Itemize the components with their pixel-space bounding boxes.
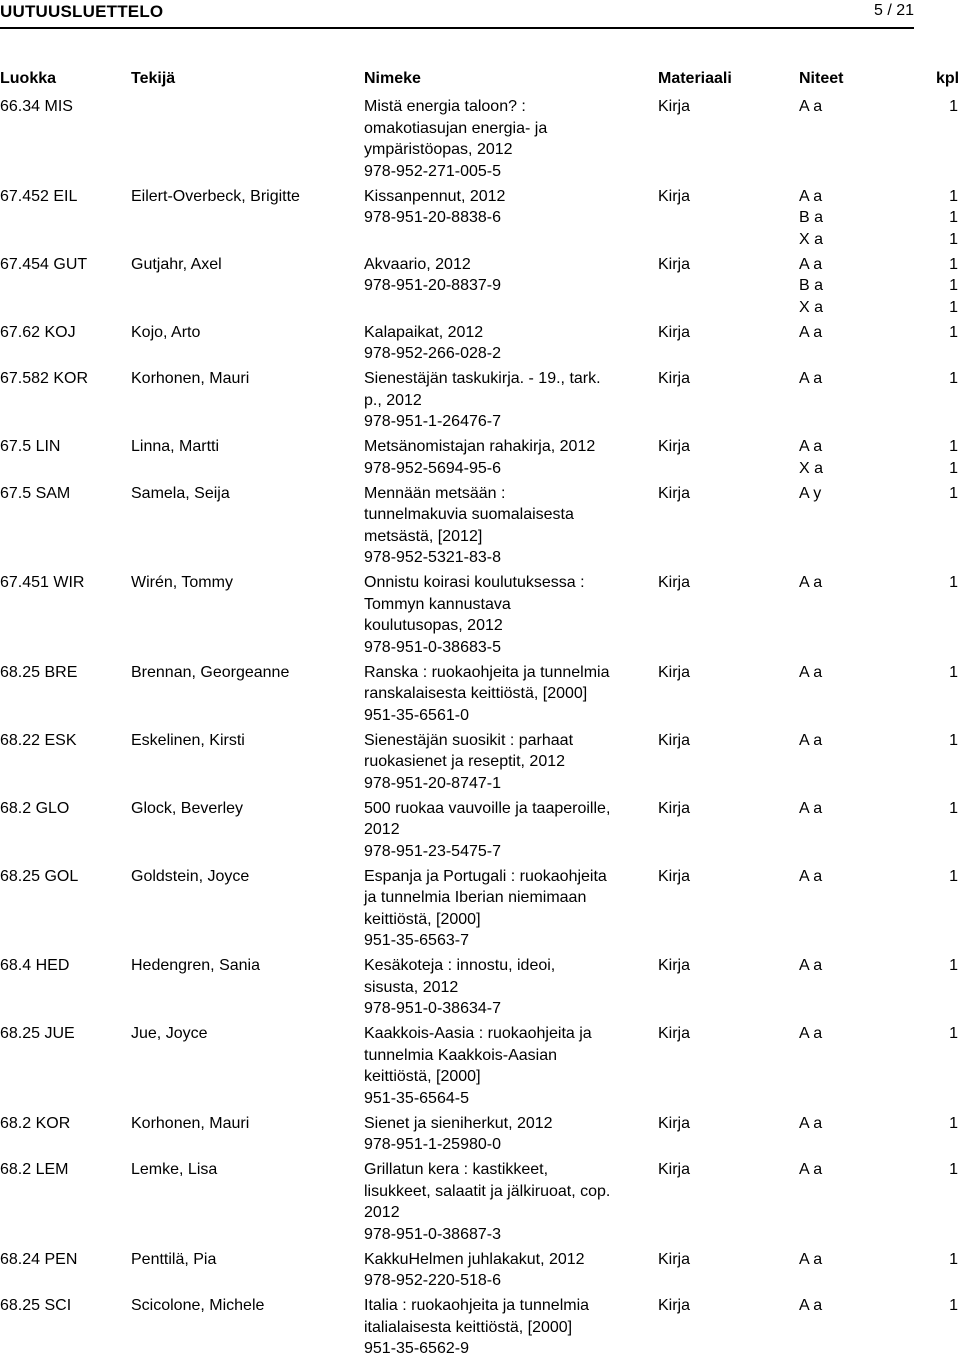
copies-code-line: B a: [799, 209, 824, 226]
copies-code: [799, 1159, 822, 1181]
copies-code: [799, 1249, 822, 1271]
classification-code: 68.25 GOL: [0, 867, 79, 885]
table-row: [0, 1295, 960, 1363]
column-header-nimeke: Nimeke: [364, 70, 421, 87]
title: [364, 730, 649, 795]
copies-code-line: A a: [799, 663, 823, 681]
classification-code: 67.5 SAM: [0, 484, 71, 502]
copies-code: [799, 322, 822, 344]
copies-count-line: 1: [949, 230, 958, 248]
copies-count-line: 1: [949, 98, 958, 115]
material-type: Kirja: [658, 1025, 691, 1042]
title-line: 978-951-23-5475-7: [364, 842, 501, 860]
title-line: 978-952-5321-83-8: [364, 549, 501, 566]
title: [364, 1295, 649, 1360]
copies-code-line: A a: [799, 1161, 823, 1178]
title-line: 978-952-220-518-6: [364, 1272, 501, 1289]
title-line: Kesäkoteja : innostu, ideoi,: [364, 957, 556, 974]
material-type: Kirja: [658, 799, 691, 817]
author: Hedengren, Sania: [131, 957, 260, 974]
table-row: [0, 572, 960, 662]
title-line: 978-951-20-8747-1: [364, 774, 501, 792]
title-line: 951-35-6563-7: [364, 932, 469, 949]
copies-code-line: A a: [799, 323, 823, 341]
copies-count-line: 1: [949, 799, 958, 817]
copies-code: [799, 798, 822, 820]
copies-code-line: X a: [799, 459, 824, 477]
copies-count-line: 1: [949, 574, 958, 591]
classification-code: 67.5 LIN: [0, 438, 61, 455]
column-header-materiaali: Materiaali: [658, 70, 732, 87]
copies-code: [799, 254, 823, 319]
copies-count-line: 1: [949, 957, 958, 974]
title-line: Tommyn kannustava: [364, 595, 511, 613]
copies-code-line: A a: [799, 574, 823, 591]
author: Brennan, Georgeanne: [131, 663, 290, 681]
classification-code: 67.454 GUT: [0, 255, 88, 273]
material-type: Kirja: [658, 1250, 691, 1268]
title-line: 2012: [364, 821, 400, 838]
copies-code: [799, 730, 822, 752]
title-line: ranskalaisesta keittiöstä, [2000]: [364, 685, 588, 702]
material-type: Kirja: [658, 731, 691, 749]
title-line: tunnelmia Kaakkois-Aasian: [364, 1046, 557, 1064]
table-row: [0, 955, 960, 1023]
copies-code-line: A a: [799, 255, 823, 273]
title-line: Kaakkois-Aasia : ruokaohjeita ja: [364, 1025, 592, 1042]
copies-count-line: 1: [949, 187, 958, 205]
copies-count-line: 1: [949, 867, 958, 885]
copies-count: [940, 955, 958, 977]
material-type: Kirja: [658, 1114, 691, 1132]
table-row: [0, 1249, 960, 1296]
title-line: 978-951-20-8837-9: [364, 277, 501, 294]
classification-code: 68.2 LEM: [0, 1161, 69, 1178]
table-row: [0, 254, 960, 322]
copies-count: [940, 1113, 958, 1135]
copies-count: [940, 1159, 958, 1181]
material-type: Kirja: [658, 574, 691, 591]
column-headers: [0, 70, 960, 90]
title: [364, 96, 649, 182]
title-line: 978-951-1-26476-7: [364, 413, 501, 430]
classification-code: 68.25 BRE: [0, 663, 78, 681]
author: Eilert-Overbeck, Brigitte: [131, 187, 300, 205]
title: [364, 186, 649, 229]
copies-code: [799, 96, 822, 118]
title-line: 951-35-6561-0: [364, 706, 469, 724]
title-line: Sienet ja sieniherkut, 2012: [364, 1114, 553, 1132]
classification-code: 67.452 EIL: [0, 187, 78, 205]
material-type: Kirja: [658, 187, 691, 205]
title-line: Italia : ruokaohjeita ja tunnelmia: [364, 1297, 590, 1314]
copies-code: [799, 1113, 822, 1135]
title-line: koulutusopas, 2012: [364, 617, 503, 634]
copies-code: [799, 436, 823, 479]
title-line: p., 2012: [364, 391, 422, 409]
title: [364, 1249, 649, 1292]
copies-count-line: 1: [949, 277, 958, 294]
title-line: Akvaario, 2012: [364, 255, 471, 273]
copies-code-line: A a: [799, 370, 823, 387]
copies-count: [940, 866, 958, 888]
title: [364, 1113, 649, 1156]
author: Wirén, Tommy: [131, 574, 233, 591]
author: Eskelinen, Kirsti: [131, 731, 245, 749]
title-line: 2012: [364, 1204, 400, 1221]
classification-code: 68.25 SCI: [0, 1297, 72, 1314]
copies-count: [940, 1295, 958, 1317]
material-type: Kirja: [658, 438, 691, 455]
copies-code: [799, 662, 822, 684]
title-line: Onnistu koirasi koulutuksessa :: [364, 574, 585, 591]
copies-count: [940, 254, 958, 319]
copies-code-line: A a: [799, 867, 823, 885]
copies-code-line: X a: [799, 230, 824, 248]
table-row: [0, 866, 960, 956]
copies-count-line: 1: [949, 370, 958, 387]
copies-code-line: A a: [799, 731, 823, 749]
copies-code-line: A a: [799, 957, 823, 974]
classification-code: 68.4 HED: [0, 957, 70, 974]
table-row: [0, 96, 960, 186]
title-line: ympäristöopas, 2012: [364, 141, 513, 158]
title-line: 978-952-271-005-5: [364, 162, 501, 180]
copies-code: [799, 955, 822, 977]
author: Penttilä, Pia: [131, 1250, 217, 1268]
copies-count: [940, 798, 958, 820]
title-line: metsästä, [2012]: [364, 527, 483, 545]
copies-count-line: 1: [949, 663, 958, 681]
copies-count-line: 1: [949, 1025, 958, 1042]
title: [364, 1023, 649, 1109]
title-line: keittiöstä, [2000]: [364, 910, 481, 928]
title-line: Metsänomistajan rahakirja, 2012: [364, 438, 596, 455]
copies-code-line: X a: [799, 298, 824, 316]
copies-count-line: 1: [949, 323, 958, 341]
author: Jue, Joyce: [131, 1025, 208, 1042]
copies-code: [799, 483, 821, 505]
copies-code-line: A a: [799, 1250, 823, 1268]
copies-code: [799, 186, 823, 251]
copies-count: [940, 1023, 958, 1045]
author: Samela, Seija: [131, 484, 230, 502]
classification-code: 68.2 GLO: [0, 799, 70, 817]
title-line: keittiöstä, [2000]: [364, 1068, 481, 1085]
copies-code-line: A a: [799, 438, 823, 455]
copies-count: [940, 186, 958, 251]
title: [364, 1159, 649, 1245]
material-type: Kirja: [658, 1297, 691, 1314]
title-line: omakotiasujan energia- ja: [364, 119, 548, 137]
page-header: [0, 0, 960, 32]
title-line: Kissanpennut, 2012: [364, 187, 506, 205]
title: [364, 436, 649, 479]
copies-count: [940, 1249, 958, 1271]
material-type: Kirja: [658, 663, 691, 681]
title-line: Sienestäjän suosikit : parhaat: [364, 731, 574, 749]
copies-code: [799, 1023, 822, 1045]
copies-count-line: 1: [949, 255, 958, 273]
title-line: ruokasienet ja reseptit, 2012: [364, 753, 566, 770]
author: Lemke, Lisa: [131, 1161, 218, 1178]
classification-code: 68.22 ESK: [0, 731, 77, 749]
catalog-list: [0, 96, 960, 1363]
copies-code-line: A a: [799, 1114, 823, 1132]
column-header-kpl: kpl: [936, 70, 960, 87]
classification-code: 67.62 KOJ: [0, 323, 76, 341]
material-type: Kirja: [658, 867, 691, 885]
copies-count-line: 1: [949, 459, 958, 477]
table-row: [0, 186, 960, 254]
author: Scicolone, Michele: [131, 1297, 265, 1314]
title-line: 978-951-0-38687-3: [364, 1225, 501, 1243]
title-line: 978-951-0-38683-5: [364, 638, 501, 656]
title-line: sisusta, 2012: [364, 978, 459, 996]
copies-count: [940, 322, 958, 344]
table-row: [0, 483, 960, 573]
title-line: 951-35-6564-5: [364, 1089, 469, 1107]
copies-count: [940, 483, 958, 505]
copies-count: [940, 730, 958, 752]
classification-code: 68.25 JUE: [0, 1025, 75, 1042]
copies-count: [940, 572, 958, 594]
table-row: [0, 322, 960, 369]
material-type: Kirja: [658, 957, 691, 974]
title: [364, 322, 649, 365]
material-type: Kirja: [658, 370, 691, 387]
classification-code: 68.2 KOR: [0, 1114, 71, 1132]
table-row: [0, 1023, 960, 1113]
column-header-luokka: Luokka: [0, 70, 57, 87]
classification-code: 67.582 KOR: [0, 370, 89, 387]
title-line: Mennään metsään :: [364, 484, 506, 502]
copies-count-line: 1: [949, 1161, 958, 1178]
copies-code-line: B a: [799, 277, 824, 294]
copies-code: [799, 1295, 822, 1317]
author: Korhonen, Mauri: [131, 370, 250, 387]
author: Glock, Beverley: [131, 799, 244, 817]
page-number: 5 / 21: [873, 2, 914, 19]
author: Kojo, Arto: [131, 323, 201, 341]
header-rule: [0, 27, 914, 29]
title: [364, 254, 649, 297]
material-type: Kirja: [658, 98, 691, 115]
material-type: Kirja: [658, 255, 691, 273]
copies-code-line: A a: [799, 1297, 823, 1314]
author: Linna, Martti: [131, 438, 220, 455]
title-line: Mistä energia taloon? :: [364, 98, 526, 115]
title: [364, 483, 649, 569]
copies-count-line: 1: [949, 1114, 958, 1132]
classification-code: 67.451 WIR: [0, 574, 85, 591]
copies-code: [799, 866, 822, 888]
table-row: [0, 1159, 960, 1249]
title: [364, 368, 649, 433]
material-type: Kirja: [658, 323, 691, 341]
title: [364, 572, 649, 658]
title-line: tunnelmakuvia suomalaisesta: [364, 506, 574, 523]
title-line: 951-35-6562-9: [364, 1340, 469, 1357]
copies-code-line: A a: [799, 98, 823, 115]
copies-count-line: 1: [949, 1297, 958, 1314]
title-line: 978-951-1-25980-0: [364, 1136, 501, 1153]
copies-count-line: 1: [949, 731, 958, 749]
copies-count-line: 1: [949, 438, 958, 455]
material-type: Kirja: [658, 484, 691, 502]
title-line: lisukkeet, salaatit ja jälkiruoat, cop.: [364, 1182, 611, 1200]
copies-count-line: 1: [949, 209, 958, 226]
column-header-tekija: Tekijä: [131, 70, 176, 87]
column-header-niteet: Niteet: [799, 70, 844, 87]
copies-code-line: A a: [799, 187, 823, 205]
copies-count-line: 1: [949, 484, 958, 502]
classification-code: 68.24 PEN: [0, 1250, 78, 1268]
title-line: KakkuHelmen juhlakakut, 2012: [364, 1250, 585, 1268]
copies-count: [940, 436, 958, 479]
copies-count: [940, 368, 958, 390]
table-row: [0, 436, 960, 483]
title-line: 978-952-5694-95-6: [364, 459, 501, 477]
document-title: UUTUUSLUETTELO: [0, 2, 164, 21]
copies-code: [799, 368, 822, 390]
copies-count-line: 1: [949, 1250, 958, 1268]
table-row: [0, 1113, 960, 1160]
material-type: Kirja: [658, 1161, 691, 1178]
table-row: [0, 368, 960, 436]
copies-count-line: 1: [949, 298, 958, 316]
title-line: 978-951-0-38634-7: [364, 1000, 501, 1017]
title-line: 978-952-266-028-2: [364, 345, 501, 362]
title: [364, 866, 649, 952]
title: [364, 955, 649, 1020]
author: Gutjahr, Axel: [131, 255, 222, 273]
title-line: 500 ruokaa vauvoille ja taaperoille,: [364, 799, 611, 817]
author: Korhonen, Mauri: [131, 1114, 250, 1132]
copies-code-line: A y: [799, 484, 822, 502]
title-line: Grillatun kera : kastikkeet,: [364, 1161, 549, 1178]
copies-code: [799, 572, 822, 594]
title-line: ja tunnelmia Iberian niemimaan: [364, 889, 587, 906]
copies-count: [940, 662, 958, 684]
copies-count: [940, 96, 958, 118]
title-line: italialaisesta keittiöstä, [2000]: [364, 1318, 573, 1336]
table-row: [0, 798, 960, 866]
classification-code: 66.34 MIS: [0, 98, 73, 115]
table-row: [0, 662, 960, 730]
title: [364, 662, 649, 727]
table-row: [0, 730, 960, 798]
title: [364, 798, 649, 863]
author: Goldstein, Joyce: [131, 867, 250, 885]
title-line: Ranska : ruokaohjeita ja tunnelmia: [364, 663, 610, 681]
title-line: Kalapaikat, 2012: [364, 323, 484, 341]
title-line: Sienestäjän taskukirja. - 19., tark.: [364, 370, 601, 387]
copies-code-line: A a: [799, 799, 823, 817]
title-line: Espanja ja Portugali : ruokaohjeita: [364, 867, 607, 885]
copies-code-line: A a: [799, 1025, 823, 1042]
title-line: 978-951-20-8838-6: [364, 209, 501, 226]
